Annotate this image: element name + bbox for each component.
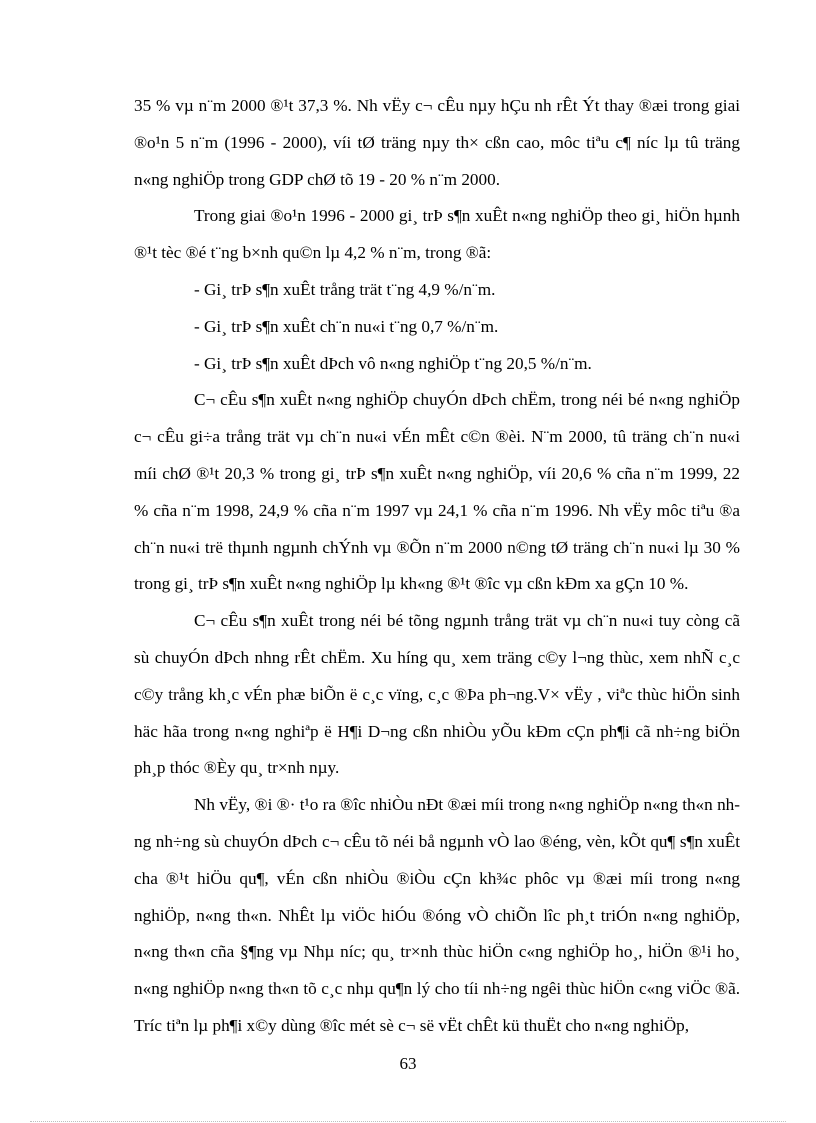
- body-text: [134, 88, 740, 1045]
- page-bottom-divider: [30, 1121, 786, 1122]
- paragraph: C¬ cÊu s¶n xuÊt n«ng nghiÖp chuyÓn dÞch chËm, trong néi bé n«ng nghiÖp c¬ cÊu gi÷a trång trät vµ ch¨n nu«i vÉn mÊt c©n ®èi. N¨m 2000, tû träng ch¨n nu«i míi chØ ®¹t 20,3 % trong gi¸ trÞ s¶n xuÊt n«ng nghiÖp, víi 20,6 % cña n¨m 1999, 22 % cña n¨m 1998, 24,9 % cña n¨m 1997 vµ 24,1 % cña n¨m 1996. Nh vËy môc tiªu ®a ch¨n nu«i trë thµnh ngµnh chÝnh vµ ®Õn n¨m 2000 n©ng tØ träng ch¨n nu«i lµ 30 % trong gi¸ trÞ s¶n xuÊt n«ng nghiÖp lµ kh«ng ®¹t ®îc vµ cßn kÐm xa gÇn 10 %.: [134, 390, 740, 594]
- paragraph: Trong giai ®o¹n 1996 - 2000 gi¸ trÞ s¶n xuÊt n«ng nghiÖp theo gi¸ hiÖn hµnh ®¹t tèc ®é t¨ng b×nh qu©n lµ 4,2 % n¨m, trong ®ã:: [134, 206, 740, 263]
- bullet-item: - Gi¸ trÞ s¶n xuÊt ch¨n nu«i t¨ng 0,7 %/n¨m.: [194, 316, 499, 336]
- paragraph: 35 % vµ n¨m 2000 ®¹t 37,3 %. Nh vËy c¬ cÊu nµy hÇu nh rÊt Ýt thay ®æi trong giai ®o¹n 5 n¨m (1996 - 2000), víi tØ träng nµy th× cßn cao, môc tiªu c¶ níc lµ tû träng n«ng nghiÖp trong GDP chØ tõ 19 - 20 % n¨m 2000.: [134, 96, 740, 189]
- bullet-item: - Gi¸ trÞ s¶n xuÊt trång trät t¨ng 4,9 %/n¨m.: [194, 279, 496, 299]
- bullet-item: - Gi¸ trÞ s¶n xuÊt dÞch vô n«ng nghiÖp t¨ng 20,5 %/n¨m.: [194, 353, 592, 373]
- paragraph: Nh vËy, ®i ®· t¹o ra ®îc nhiÒu nÐt ®æi míi trong n«ng nghiÖp n«ng th«n nhng nh÷ng sù chuyÓn dÞch c¬ cÊu tõ néi bå ngµnh vÒ lao ®éng, vèn, kÕt qu¶ s¶n xuÊt cha ®¹t hiÖu qu¶, vÉn cßn nhiÒu ®iÒu cÇn kh¾c phôc vµ ®æi míi trong n«ng nghiÖp, n«ng th«n. NhÊt lµ viÖc hiÓu ®óng vÒ chiÕn lîc ph¸t triÓn n«ng nghiÖp, n«ng th«n cña §¶ng vµ Nhµ níc; qu¸ tr×nh thùc hiÖn c«ng nghiÖp ho¸, hiÖn ®¹i ho¸ n«ng nghiÖp n«ng th«n tõ c¸c nhµ qu¶n lý cho tíi nh÷ng ngêi thùc hiÖn c«ng viÖc ®ã. Tríc tiªn lµ ph¶i x©y dùng ®îc mét sè c¬ së vËt chÊt kü thuËt cho n«ng nghiÖp,: [134, 795, 740, 1035]
- paragraph: C¬ cÊu s¶n xuÊt trong néi bé tõng ngµnh trång trät vµ ch¨n nu«i tuy còng cã sù chuyÓn dÞch nhng rÊt chËm. Xu híng qu¸ xem träng c©y l¬ng thùc, xem nhÑ c¸c c©y trång kh¸c vÉn phæ biÕn ë c¸c vïng, c¸c ®Þa ph¬ng.V× vËy , viªc thùc hiÖn sinh häc hãa trong n«ng nghiªp ë H¶i D¬ng cßn nhiÒu yÕu kÐm cÇn ph¶i cã nh÷ng biÖn ph¸p thóc ®Èy qu¸ tr×nh nµy.: [134, 611, 740, 778]
- page-number: 63: [399, 1054, 417, 1073]
